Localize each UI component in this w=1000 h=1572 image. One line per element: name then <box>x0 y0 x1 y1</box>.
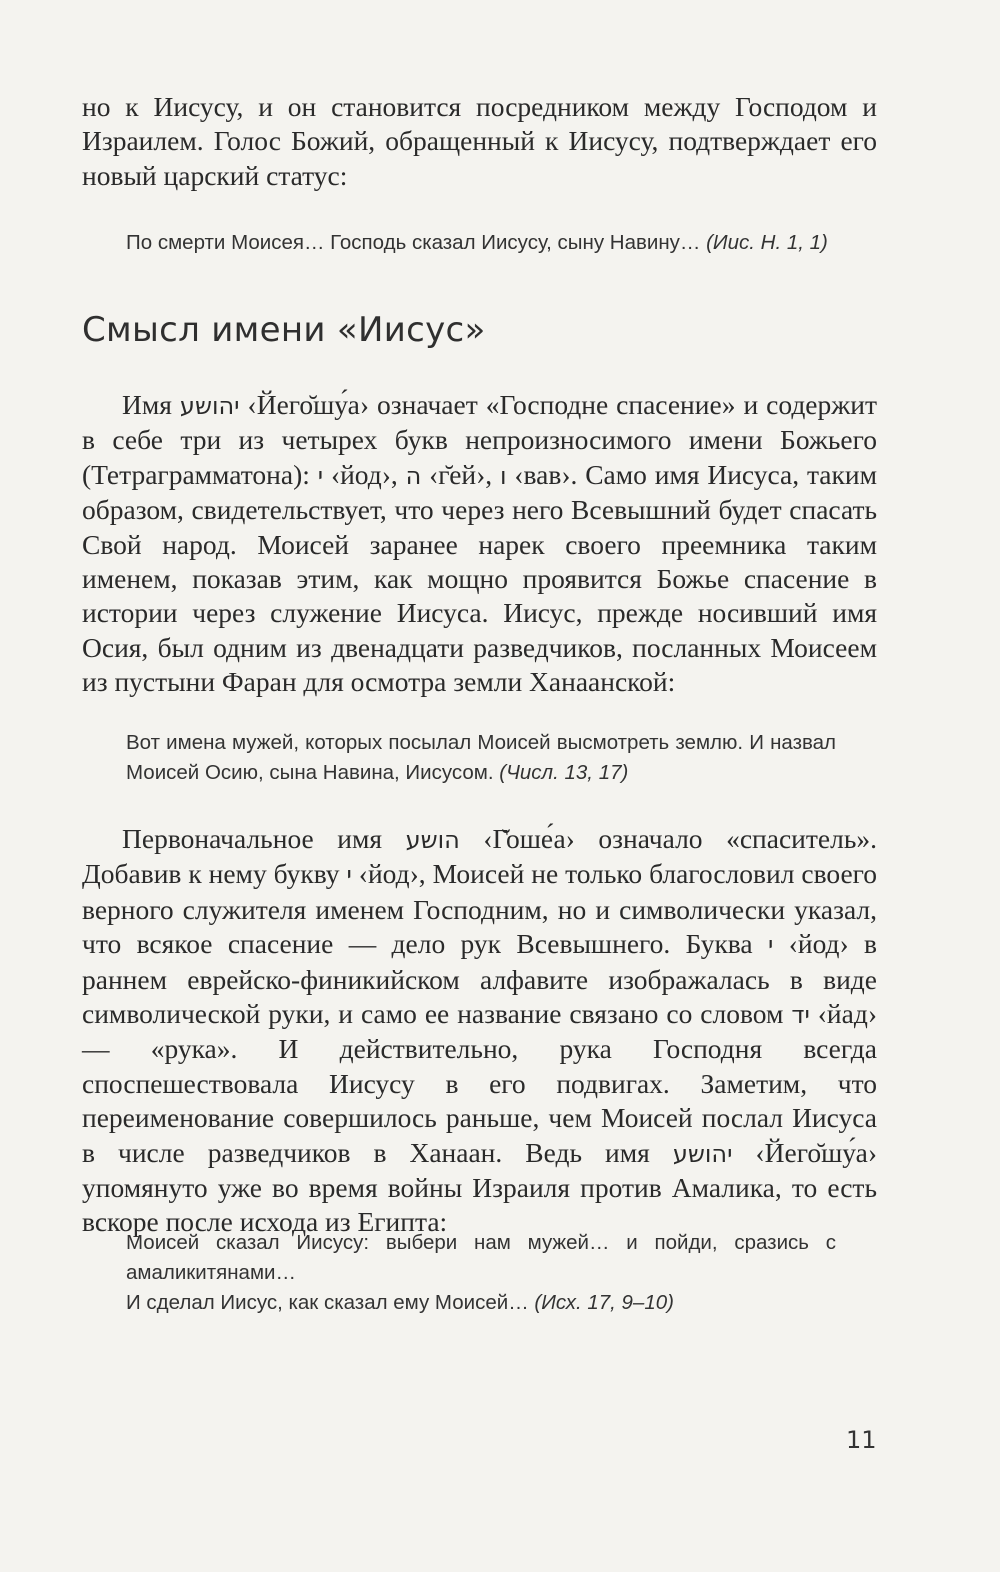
hebrew-yod: י <box>767 931 774 960</box>
hebrew-hoshea: הושע <box>405 826 460 854</box>
quote-text: Вот имена мужей, которых посылал Моисей высмотреть землю. И назвал Моисей Осию, сына Навина, Иисусом. <box>126 731 836 784</box>
section-heading: Смысл имени «Иисус» <box>82 310 486 350</box>
hebrew-yad: יד <box>791 1001 810 1030</box>
paragraph-renaming: Первоначальное имя הושע ‹Г̆оше́а› означало «спаситель». Добавив к нему букву י ‹йод›, Моисей не только благословил своего верного служителя именем Господним, но и символически указал, что всякое спасение — дело рук Всевышнего. Буква י ‹йод› в раннем еврейско-финикийском алфавите изображалась в виде символической руки, и само ее название связано со словом יד ‹йад› — «рука». И действительно, рука Господня всегда споспешествовала Иисусу в его подвигах. Заметим, что переименование совершилось раньше, чем Моисей послал Иисуса в числе разведчиков в Ханаан. Ведь имя יהושע ‹Йего̆шу́а› упомянуто уже во время войны Израиля против Амалика, то есть вскоре после исхода из Египта: <box>82 823 878 1238</box>
hebrew-vav: ו <box>500 461 507 490</box>
hebrew-he: ה <box>405 461 422 490</box>
top-paragraph: но к Иисусу, и он становится посредником между Господом и Израилем. Голос Божий, обращенный к Иисусу, подтверждает его новый царский статус: <box>82 91 877 191</box>
hebrew-yod: י <box>317 461 324 490</box>
quote-exodus-17-9-10 <box>126 1228 836 1318</box>
quote-numbers-13-17 <box>126 728 836 788</box>
paragraph-name-meaning: Имя יהושע ‹Йего̆шу́а› означает «Господне спасение» и содержит в себе три из четырех букв непроизносимого имени Божьего (Тетраграмматона): י ‹йод›, ה ‹г̆ей›, ו ‹вав›. Само имя Иисуса, таким образом, свидетельствует, что через него Всевышний будет спасать Свой народ. Моисей заранее нарек своего преемника таким именем, показав этим, как мощно проявится Божье спасение в истории через служение Иисуса. Иисус, прежде носивший имя Осия, был одним из двенадцати разведчиков, посланных Моисеем из пустыни Фаран для осмотра земли Ханаанской: <box>82 389 878 698</box>
hebrew-yehoshua: יהושע <box>672 1139 733 1168</box>
hebrew-yehoshua: יהושע <box>179 392 240 420</box>
quote-citation: (Исх. 17, 9–10) <box>534 1291 674 1314</box>
quote-text: По смерти Моисея… Господь сказал Иисусу, сыну Навину… <box>126 231 701 254</box>
quote-line-2: И сделал Иисус, как сказал ему Моисей… <box>126 1291 529 1314</box>
quote-joshua-1-1 <box>126 228 846 258</box>
quote-citation: (Иис. Н. 1, 1) <box>706 231 828 254</box>
section-heading-block <box>82 310 877 350</box>
quote-citation: (Числ. 13, 17) <box>499 761 629 784</box>
hebrew-yod: י <box>346 861 352 890</box>
page-number: 11 <box>846 1426 877 1454</box>
quote-line-1: Моисей сказал Иисусу: выбери нам мужей… и пойди, сразись с амаликитянами… <box>126 1231 836 1284</box>
